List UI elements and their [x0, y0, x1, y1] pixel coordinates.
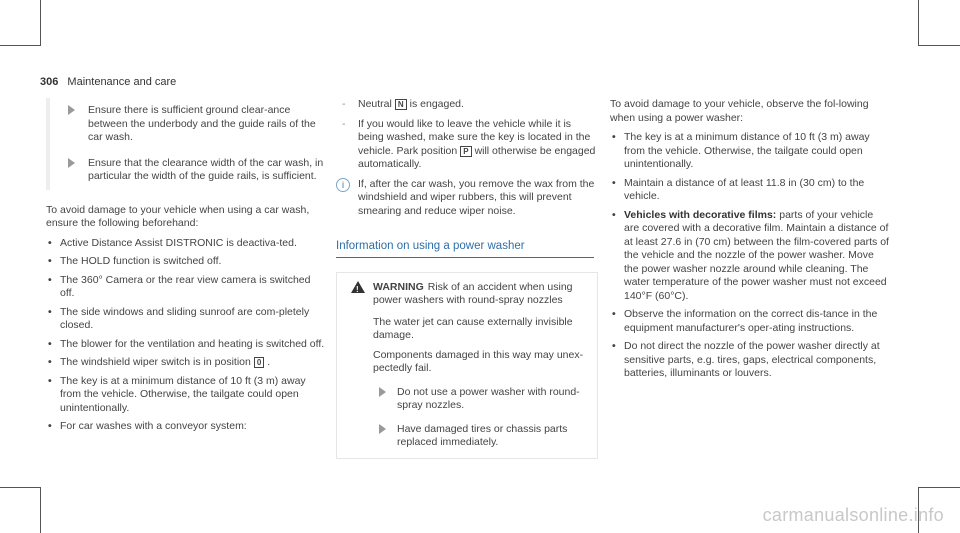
warning-icon: ! [351, 281, 365, 293]
list-item: • Vehicles with decorative films: parts of your vehicle are covered with a decorative film. Maintain a distance of at least 27.6 in (70 cm) between the film-covered parts of the vehicle and the nozzle of the power washer. Move the power washer nozzle around while cleaning. The water temperature of the power washer must not exceed 140°F (60°C). [612, 208, 889, 302]
wiper-position-key-icon: 0 [254, 357, 264, 368]
column-1 [46, 98, 326, 439]
warning-body: Components damaged in this way may unex-pectedly fail. [373, 348, 584, 374]
bullet-list [610, 131, 890, 381]
list-item: • Do not direct the nozzle of the power washer directly at sensitive parts, e.g. tires, gaps, electrical components, batteries, illuminants or louvers. [612, 340, 880, 379]
crop-mark [40, 487, 41, 533]
list-item: • Observe the information on the correct dis-tance in the equipment manufacturer's oper-ating instructions. [612, 308, 878, 334]
warning-step: Do not use a power washer with round-spray nozzles. [373, 386, 587, 413]
intro-text: To avoid damage to your vehicle when using a car wash, ensure the following beforehand: [46, 203, 310, 229]
crop-mark [918, 487, 960, 488]
crop-mark [0, 45, 40, 46]
warning-step: Have damaged tires or chassis parts replaced immediately. [373, 423, 587, 450]
dash-item: - If you would like to leave the vehicle while it is being washed, make sure the key is located in the vehicle. Park position P will otherwise be engaged automatically. [342, 117, 596, 170]
step-arrow-icon [68, 105, 75, 115]
warning-body: The water jet can cause externally invisible damage. [373, 315, 573, 341]
step-item: Ensure there is sufficient ground clear-ance between the underbody and the guide rails of the car wash. [50, 104, 326, 145]
crop-mark [918, 45, 960, 46]
step-arrow-icon [379, 387, 386, 397]
column-3 [610, 98, 890, 386]
page-number: 306 [40, 76, 59, 88]
section-title: Maintenance and care [67, 76, 177, 88]
list-item: • The side windows and sliding sunroof are com-pletely closed. [48, 305, 310, 331]
list-item: • The key is at a minimum distance of 10 ft (3 m) away from the vehicle. Otherwise, the tailgate could open unintentionally. [48, 374, 306, 414]
section-heading: Information on using a power washer [336, 240, 594, 258]
step-item: Ensure that the clearance width of the car wash, in particular the width of the guide rails, is sufficient. [50, 157, 326, 184]
watermark: carmanualsonline.info [762, 505, 944, 525]
dash-item: - Neutral N is engaged. [342, 98, 464, 110]
page-header [40, 76, 176, 88]
step-arrow-icon [379, 424, 386, 434]
info-icon: i [336, 178, 350, 192]
intro-text: To avoid damage to your vehicle, observe the fol-lowing when using a power washer: [610, 98, 869, 124]
bullet-list [46, 237, 326, 434]
step-box [46, 98, 326, 190]
info-note: i If, after the car wash, you remove the wax from the windshield and wiper rubbers, this will prevent smearing and reduce wiper noise. [336, 178, 598, 219]
list-item: • The key is at a minimum distance of 10 ft (3 m) away from the vehicle. Otherwise, the tailgate could open unintentionally. [612, 131, 870, 170]
neutral-key-icon: N [395, 99, 407, 110]
warning-box [336, 272, 598, 459]
list-item: • Maintain a distance of at least 11.8 in (30 cm) to the vehicle. [612, 176, 865, 202]
list-item: • The HOLD function is switched off. [48, 255, 222, 267]
crop-mark [0, 487, 40, 488]
list-item: • For car washes with a conveyor system: [48, 420, 247, 432]
list-item: • The 360° Camera or the rear view camera is switched off. [48, 273, 311, 299]
step-arrow-icon [68, 158, 75, 168]
list-item: • The blower for the ventilation and heating is switched off. [48, 337, 325, 350]
crop-mark [40, 0, 41, 46]
warning-title: ! WARNING Risk of an accident when using power washers with round-spray nozzles [347, 281, 587, 308]
list-item: • The windshield wiper switch is in position 0 . [48, 356, 271, 368]
crop-mark [918, 0, 919, 46]
column-2 [336, 98, 598, 459]
list-item: • Active Distance Assist DISTRONIC is deactiva-ted. [48, 236, 297, 249]
park-key-icon: P [460, 146, 471, 157]
